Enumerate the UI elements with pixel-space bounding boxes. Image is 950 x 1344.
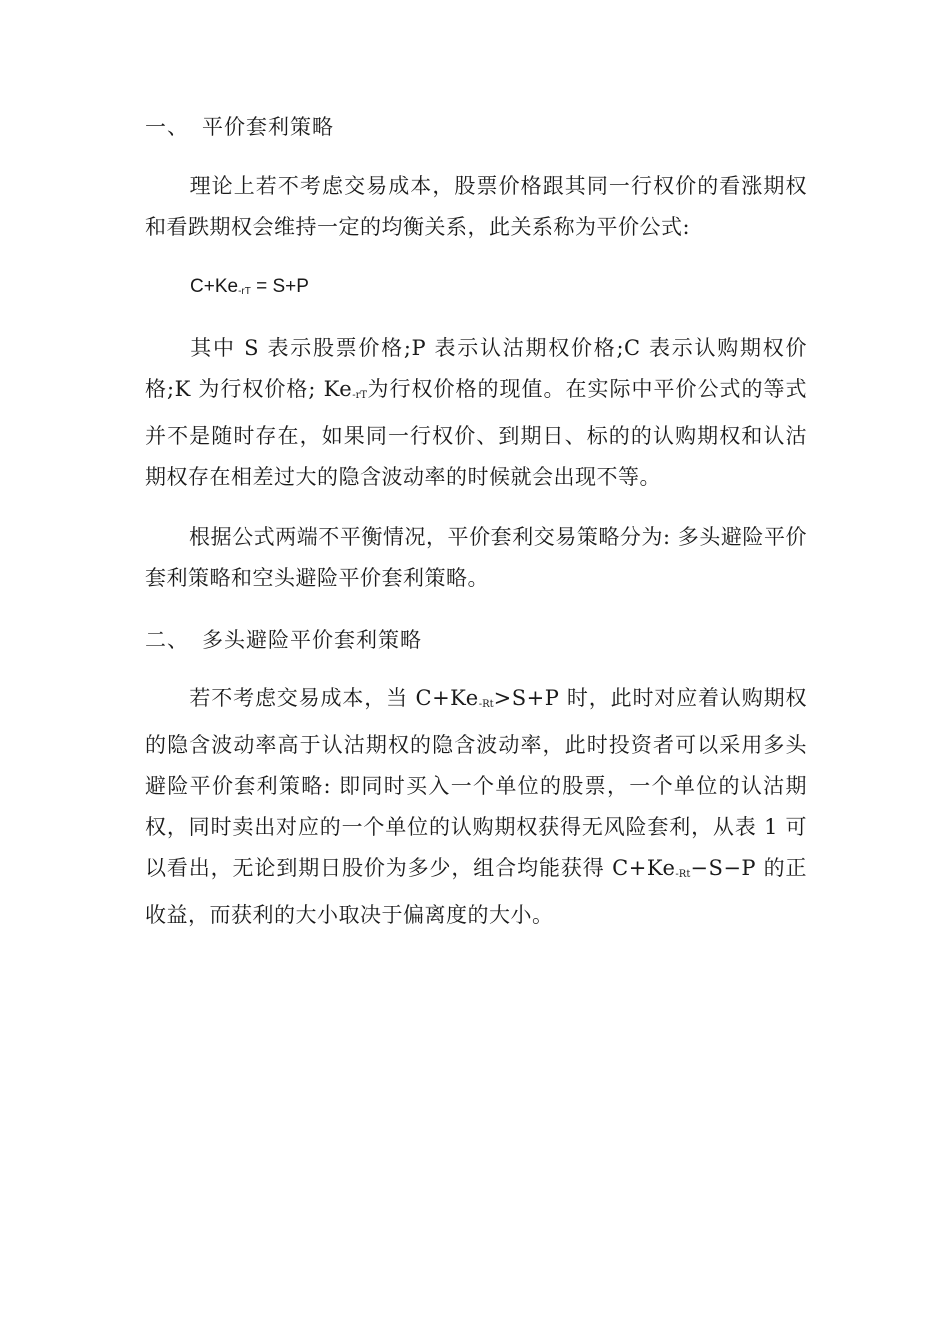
paragraph-parity-intro: [145, 166, 807, 248]
paragraph-text-c: −S−P 的正收益，而获利的大小取决于偏离度的大小。: [145, 856, 807, 927]
paragraph-text: 根据公式两端不平衡情况，平价套利交易策略分为: 多头避险平价套利策略和空头避险平价套利策略。: [145, 525, 807, 590]
paragraph-exponent-2: -Rt: [675, 869, 691, 880]
paragraph-strategy-types: [145, 517, 807, 599]
section-heading-2: [145, 625, 422, 655]
formula-right: = S+P: [250, 276, 309, 297]
paragraph-text: 理论上若不考虑交易成本，股票价格跟其同一行权价的看涨期权和看跌期权会维持一定的均衡关系，此关系称为平价公式:: [145, 174, 807, 239]
section-number: 一、: [145, 115, 189, 139]
section-heading-1: [145, 112, 334, 142]
paragraph-text-b: >S+P 时，此时对应着认购期权的隐含波动率高于认沽期权的隐含波动率，此时投资者可以采用多头避险平价套利策略: 即同时买入一个单位的股票，一个单位的认沽期权，同时卖出对应的一个单位的认购期权获得无风险套利，从表 1 可以看出，无论到期日股价为多少，组合均能获得 C+Ke: [145, 686, 807, 880]
paragraph-text-a: 若不考虑交易成本，当 C+Ke: [189, 686, 479, 710]
paragraph-long-hedge: [145, 678, 807, 936]
paragraph-exponent: -rT: [352, 390, 368, 401]
paragraph-text-b: 为行权价格的现值。在实际中平价公式的等式并不是随时存在，如果同一行权价、到期日、标的的认购期权和认沽期权存在相差过大的隐含波动率的时候就会出现不等。: [145, 377, 807, 489]
parity-formula: [190, 272, 309, 307]
paragraph-symbol-definitions: [145, 328, 807, 498]
section-number: 二、: [145, 628, 189, 652]
section-title: 平价套利策略: [202, 115, 334, 139]
formula-exponent: -rT: [238, 286, 251, 297]
section-title: 多头避险平价套利策略: [202, 628, 422, 652]
paragraph-exponent-1: -Rt: [478, 699, 494, 710]
formula-left: C+Ke: [190, 276, 239, 297]
paragraph-text-a: 其中 S 表示股票价格;P 表示认沽期权价格;C 表示认购期权价格;K 为行权价格; Ke: [145, 336, 807, 401]
